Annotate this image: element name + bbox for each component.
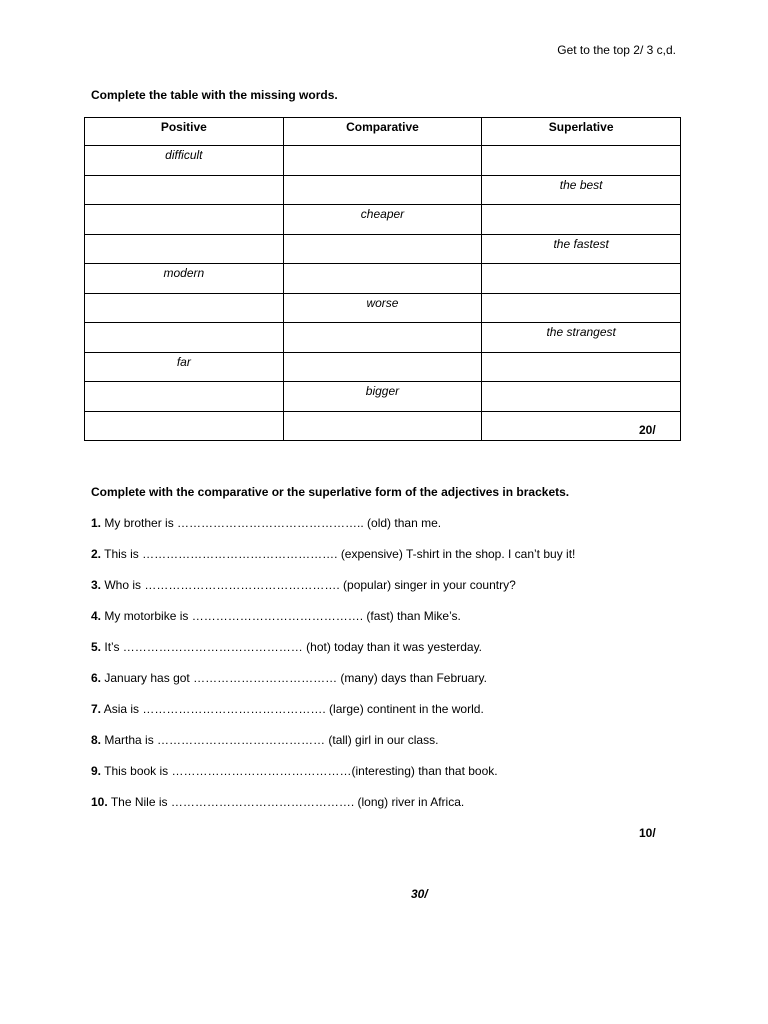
list-item (91, 669, 575, 700)
table-row (85, 146, 681, 176)
cell-comparative (283, 264, 482, 294)
cell-comparative (283, 323, 482, 353)
table-row (85, 175, 681, 205)
table-row (85, 352, 681, 382)
item-text: Asia is ………………………………………. (large) continent in the world. (103, 702, 484, 716)
cell-superlative (482, 352, 681, 382)
table-row (85, 234, 681, 264)
cell-comparative (283, 234, 482, 264)
table-row (85, 411, 681, 441)
cell-positive (85, 382, 284, 412)
cell-comparative (283, 146, 482, 176)
column-header-comparative: Comparative (283, 118, 482, 146)
cell-comparative: bigger (283, 382, 482, 412)
list-item (91, 700, 575, 731)
table-header-row (85, 118, 681, 146)
item-number: 8. (91, 733, 102, 747)
cell-superlative (482, 382, 681, 412)
cell-positive (85, 205, 284, 235)
exercise-instruction: Complete with the comparative or the superlative form of the adjectives in brackets. (91, 485, 570, 499)
cell-comparative (283, 175, 482, 205)
cell-comparative (283, 352, 482, 382)
item-text: Martha is …………………………………… (tall) girl in our class. (104, 733, 439, 747)
item-number: 3. (91, 578, 102, 592)
table-instruction: Complete the table with the missing words. (91, 88, 338, 102)
list-item (91, 607, 575, 638)
item-text: It’s ……………………………………… (hot) today than it was yesterday. (104, 640, 483, 654)
cell-superlative (482, 293, 681, 323)
table-row (85, 323, 681, 353)
cell-positive (85, 293, 284, 323)
page-reference: Get to the top 2/ 3 c,d. (557, 43, 676, 57)
item-number: 9. (91, 764, 102, 778)
item-text: This book is ………………………………………(interesting) than that book. (104, 764, 498, 778)
list-item (91, 638, 575, 669)
column-header-positive: Positive (85, 118, 284, 146)
item-number: 10. (91, 795, 108, 809)
cell-positive: difficult (85, 146, 284, 176)
cell-positive: far (85, 352, 284, 382)
exercise-score: 10/ (639, 826, 656, 840)
item-text: My motorbike is ……………………………………. (fast) than Mike’s. (104, 609, 461, 623)
item-text: Who is …………………………………………. (popular) singer in your country? (104, 578, 516, 592)
item-number: 2. (91, 547, 102, 561)
item-text: My brother is ……………………………………….. (old) than me. (104, 516, 442, 530)
cell-positive (85, 175, 284, 205)
list-item (91, 793, 575, 824)
item-number: 5. (91, 640, 102, 654)
cell-superlative (482, 146, 681, 176)
cell-superlative (482, 205, 681, 235)
item-number: 1. (91, 516, 102, 530)
item-number: 4. (91, 609, 102, 623)
list-item (91, 762, 575, 793)
item-text: The Nile is ………………………………………. (long) river in Africa. (110, 795, 465, 809)
cell-comparative: cheaper (283, 205, 482, 235)
list-item (91, 514, 575, 545)
list-item (91, 545, 575, 576)
item-text: This is …………………………………………. (expensive) T-shirt in the shop. I can’t buy it! (104, 547, 576, 561)
list-item (91, 731, 575, 762)
cell-superlative: the fastest (482, 234, 681, 264)
table-row (85, 293, 681, 323)
cell-comparative (283, 411, 482, 441)
table-row (85, 205, 681, 235)
cell-positive: modern (85, 264, 284, 294)
cell-superlative: the best (482, 175, 681, 205)
cell-superlative: the strangest (482, 323, 681, 353)
comparison-table (84, 117, 681, 441)
cell-comparative: worse (283, 293, 482, 323)
item-number: 6. (91, 671, 102, 685)
item-text: January has got ……………………………… (many) days than February. (104, 671, 487, 685)
cell-positive (85, 234, 284, 264)
cell-positive (85, 323, 284, 353)
list-item (91, 576, 575, 607)
table-row (85, 382, 681, 412)
table-score: 20/ (639, 423, 656, 437)
table-row (85, 264, 681, 294)
item-number: 7. (91, 702, 102, 716)
total-score: 30/ (411, 887, 428, 901)
exercise-list (91, 514, 575, 824)
cell-positive (85, 411, 284, 441)
column-header-superlative: Superlative (482, 118, 681, 146)
cell-superlative (482, 264, 681, 294)
